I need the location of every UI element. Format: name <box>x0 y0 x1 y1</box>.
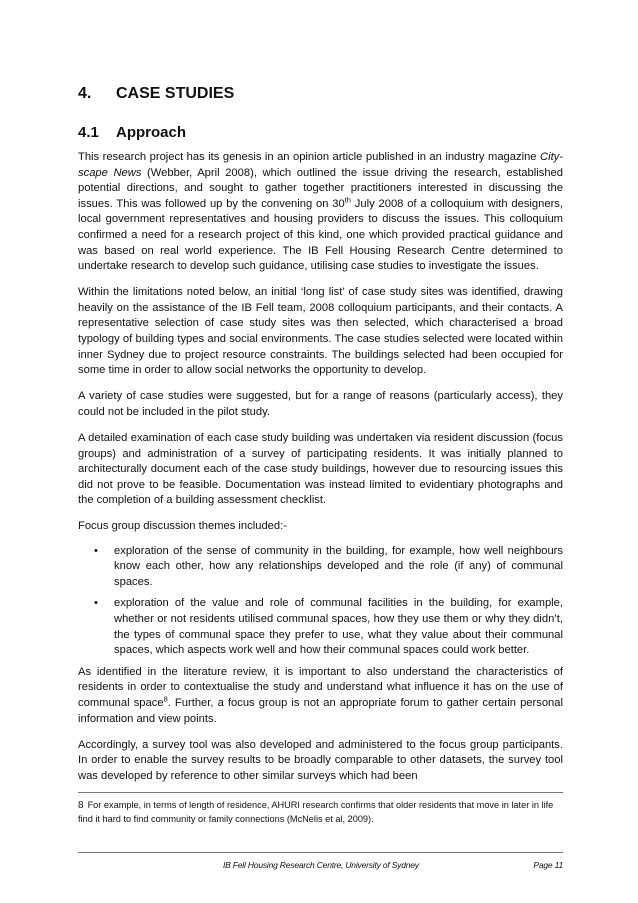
themes-list <box>78 544 563 659</box>
subsection-number: 4.1 <box>78 124 99 141</box>
paragraph-text: . Further, a focus group is not an appropriate forum to gather certain personal information and view points. <box>78 696 563 725</box>
paragraph-genesis <box>78 150 563 275</box>
paragraph-text: As identified in the literature review, it is important to also understand the characteristics of residents in order to contextualise the study and understand what influence it has on the use of communal space <box>78 665 563 709</box>
body-text <box>78 150 563 795</box>
paragraph-literature <box>78 665 563 727</box>
footnote-reference: 8 <box>163 694 168 704</box>
subsection-title: Approach <box>116 124 187 141</box>
paragraph-long-list: Within the limitations noted below, an initial ‘long list’ of case study sites was identified, drawing heavily on the assistance of the IB Fell team, 2008 colloquium participants, and their contacts. A representative selection of case study sites was then selected, which characterised a broad typology of building types and social environments. The case studies selected were located within inner Sydney due to project resource constraints. The buildings selected had been occupied for some time in order to allow social networks the opportunity to develop. <box>78 286 563 377</box>
footer-organization: IB Fell Housing Research Centre, University of Sydney <box>223 860 419 870</box>
section-heading <box>78 85 234 103</box>
footnote-number: 8 <box>78 800 84 811</box>
section-title: CASE STUDIES <box>116 85 235 102</box>
section-number: 4. <box>78 85 92 102</box>
paragraph-examination: A detailed examination of each case study building was undertaken via resident discussion (focus groups) and administration of a survey of participating residents. It was initially planned to architecturally document each of the case study buildings, however due to resourcing issues this did not prove to be feasible. Documentation was instead limited to evidentiary photographs and the completion of a building assessment checklist. <box>78 432 563 507</box>
paragraph-survey: Accordingly, a survey tool was also developed and administered to the focus group participants. In order to enable the survey results to be broadly comparable to other datasets, the survey tool was developed by reference to other similar surveys which had been <box>78 738 563 782</box>
paragraph-text: (Webber, April 2008), which outlined the issue driving the research, established potential directions, and sought to gather together practitioners interested in discussing the issues. This was followed up by the convening on 30 <box>78 166 563 210</box>
footnote <box>78 799 563 826</box>
list-item-text: exploration of the value and role of communal facilities in the building, for example, whether or not residents utilised communal spaces, how they use them or why they didn’t, the types of communal space they prefer to use, what they value about their communal spaces, which aspects work well and how their communal spaces could work better. <box>114 597 563 657</box>
paragraph-text: This research project has its genesis in an opinion article published in an industry magazine <box>78 151 540 163</box>
bullet-icon: • <box>94 597 98 610</box>
ordinal-suffix: th <box>344 195 351 205</box>
paragraph-themes-intro: Focus group discussion themes included:- <box>78 520 287 533</box>
paragraph-text: July 2008 of a colloquium with designers, local government representatives and housing providers to discuss the issues. This colloquium confirmed a need for a research project of this kind, one which provided practical guidance and was based on real world experience. The IB Fell Housing Research Centre determined to undertake research to develop such guidance, utilising case studies to investigate the issues. <box>78 197 563 273</box>
footnote-divider <box>78 792 563 793</box>
page-number: Page 11 <box>533 860 563 870</box>
bullet-icon: • <box>94 544 98 557</box>
list-item <box>78 596 563 658</box>
footnote-text: For example, in terms of length of residence, AHURI research confirms that older residents that move in later in life find it hard to find community or family connections (McNelis et al, 2009). <box>78 800 554 824</box>
paragraph-variety: A variety of case studies were suggested, but for a range of reasons (particularly access), they could not be included in the pilot study. <box>78 390 563 418</box>
subsection-heading <box>78 124 186 141</box>
list-item-text: exploration of the sense of community in the building, for example, how well neighbours know each other, how any relationships developed and the role (if any) of communal spaces. <box>114 544 563 588</box>
footer-divider <box>78 852 563 853</box>
list-item <box>78 544 563 591</box>
magazine-title: City-scape News <box>78 151 563 179</box>
